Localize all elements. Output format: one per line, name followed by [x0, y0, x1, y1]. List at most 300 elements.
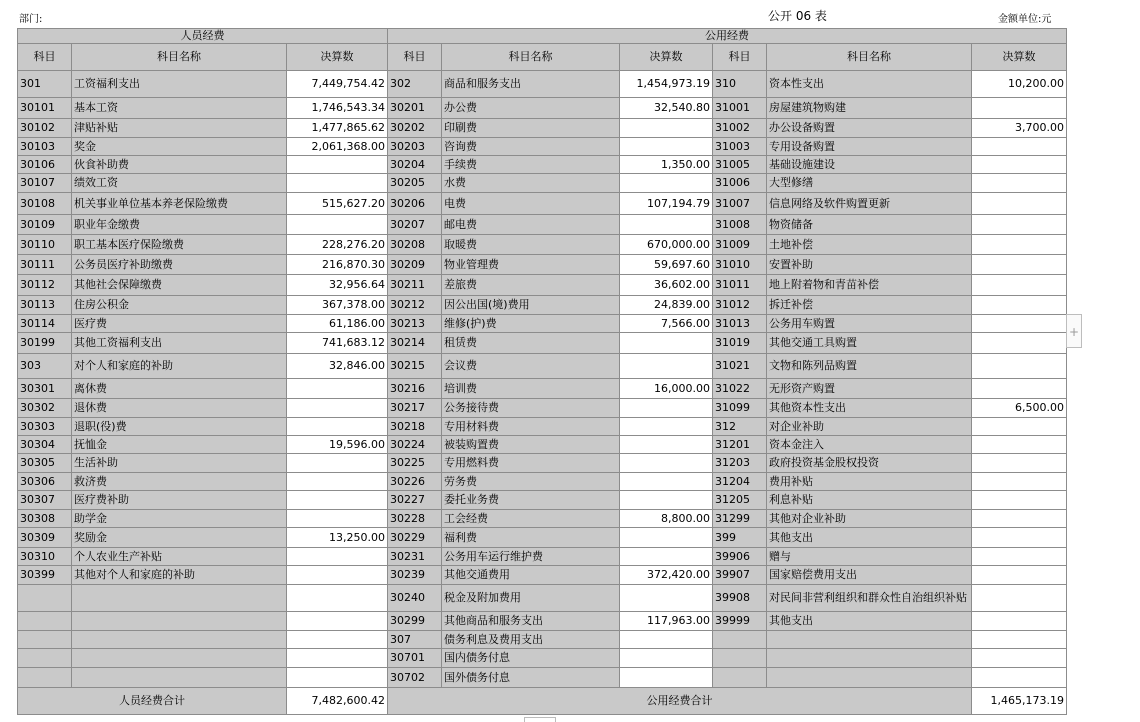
col-code-header: 科目: [18, 44, 72, 71]
subject-name: 培训费: [442, 379, 620, 399]
subject-name: 其他工资福利支出: [72, 333, 287, 354]
subject-code: 31011: [713, 275, 767, 296]
subject-code: 307: [388, 631, 442, 649]
subject-code: 30216: [388, 379, 442, 399]
final-amount: [972, 174, 1067, 193]
expand-icon[interactable]: +: [1066, 314, 1082, 348]
final-amount: [972, 98, 1067, 119]
subject-code: [18, 612, 72, 631]
subject-code: 30107: [18, 174, 72, 193]
section-personnel: 人员经费: [18, 29, 388, 44]
subject-code: 399: [713, 528, 767, 548]
table-row: [18, 193, 1067, 215]
final-amount: 670,000.00: [620, 235, 713, 255]
final-amount: [972, 215, 1067, 235]
subject-name: 税金及附加费用: [442, 585, 620, 612]
final-amount: [287, 473, 388, 491]
subject-code: 30103: [18, 138, 72, 156]
subject-name: 资本性支出: [767, 71, 972, 98]
subject-code: 31019: [713, 333, 767, 354]
subject-code: 30701: [388, 649, 442, 668]
final-amount: [972, 548, 1067, 566]
subject-name: 利息补贴: [767, 491, 972, 510]
table-row: [18, 436, 1067, 454]
final-amount: [620, 436, 713, 454]
subject-name: 费用补贴: [767, 473, 972, 491]
final-amount: 741,683.12: [287, 333, 388, 354]
subject-name: 退职(役)费: [72, 418, 287, 436]
subject-code: 31203: [713, 454, 767, 473]
subject-name: 机关事业单位基本养老保险缴费: [72, 193, 287, 215]
subject-name: 救济费: [72, 473, 287, 491]
subject-code: [18, 668, 72, 688]
table-row: [18, 215, 1067, 235]
subject-name: [72, 585, 287, 612]
subject-code: [18, 649, 72, 668]
final-amount: 13,250.00: [287, 528, 388, 548]
table-row: [18, 275, 1067, 296]
final-amount: [972, 333, 1067, 354]
final-amount: 2,061,368.00: [287, 138, 388, 156]
final-amount: 32,846.00: [287, 354, 388, 379]
subject-name: [72, 668, 287, 688]
table-row: [18, 174, 1067, 193]
final-amount: [972, 275, 1067, 296]
table-row: [18, 235, 1067, 255]
subject-code: 30217: [388, 399, 442, 418]
subject-name: 会议费: [442, 354, 620, 379]
subject-code: 30303: [18, 418, 72, 436]
subject-code: 30226: [388, 473, 442, 491]
table-row: [18, 399, 1067, 418]
subject-name: 对企业补助: [767, 418, 972, 436]
subject-code: 30239: [388, 566, 442, 585]
department-label: 部门:: [19, 14, 43, 25]
table-row: [18, 649, 1067, 668]
final-amount: [620, 491, 713, 510]
final-amount: 16,000.00: [620, 379, 713, 399]
table-row: [18, 296, 1067, 315]
subject-name: 被装购置费: [442, 436, 620, 454]
final-amount: 515,627.20: [287, 193, 388, 215]
subject-code: 31001: [713, 98, 767, 119]
subject-name: 专用材料费: [442, 418, 620, 436]
final-amount: [972, 510, 1067, 528]
final-amount: [972, 138, 1067, 156]
subject-name: 其他资本性支出: [767, 399, 972, 418]
final-amount: [620, 454, 713, 473]
final-amount: [287, 418, 388, 436]
final-amount: [287, 215, 388, 235]
final-amount: [972, 491, 1067, 510]
subject-name: 赠与: [767, 548, 972, 566]
subject-name: 土地补偿: [767, 235, 972, 255]
subject-code: 30305: [18, 454, 72, 473]
final-amount: 3,700.00: [972, 119, 1067, 138]
final-amount: 367,378.00: [287, 296, 388, 315]
subject-code: 30201: [388, 98, 442, 119]
subject-code: 31005: [713, 156, 767, 174]
subject-code: 30229: [388, 528, 442, 548]
subject-code: 30299: [388, 612, 442, 631]
final-amount: 117,963.00: [620, 612, 713, 631]
subject-name: 公务接待费: [442, 399, 620, 418]
final-amount: 1,350.00: [620, 156, 713, 174]
subject-code: 30111: [18, 255, 72, 275]
subject-code: 30101: [18, 98, 72, 119]
final-amount: [620, 649, 713, 668]
final-amount: [972, 354, 1067, 379]
final-amount: [620, 138, 713, 156]
section-public: 公用经费: [388, 29, 1067, 44]
subject-name: [767, 668, 972, 688]
subject-code: 31009: [713, 235, 767, 255]
subject-name: 对个人和家庭的补助: [72, 354, 287, 379]
final-amount: [620, 585, 713, 612]
subject-name: 公务员医疗补助缴费: [72, 255, 287, 275]
final-amount: 107,194.79: [620, 193, 713, 215]
subject-name: 租赁费: [442, 333, 620, 354]
final-amount: [620, 399, 713, 418]
subject-name: 其他支出: [767, 528, 972, 548]
col-code-header: 科目: [713, 44, 767, 71]
subject-code: 31010: [713, 255, 767, 275]
final-amount: [287, 612, 388, 631]
subject-code: 30199: [18, 333, 72, 354]
final-amount: [972, 454, 1067, 473]
final-amount: [287, 379, 388, 399]
final-amount: 1,477,865.62: [287, 119, 388, 138]
subject-name: 大型修缮: [767, 174, 972, 193]
subject-name: 取暖费: [442, 235, 620, 255]
subject-name: 工会经费: [442, 510, 620, 528]
final-amount: [972, 585, 1067, 612]
subject-name: 办公费: [442, 98, 620, 119]
subject-name: 绩效工资: [72, 174, 287, 193]
subject-code: 30309: [18, 528, 72, 548]
table-row: [18, 528, 1067, 548]
subject-code: 303: [18, 354, 72, 379]
subject-code: 31099: [713, 399, 767, 418]
subject-code: 31003: [713, 138, 767, 156]
subject-code: 30308: [18, 510, 72, 528]
subject-name: 助学金: [72, 510, 287, 528]
final-amount: [620, 174, 713, 193]
subject-code: 30109: [18, 215, 72, 235]
subject-name: 无形资产购置: [767, 379, 972, 399]
final-amount: [287, 585, 388, 612]
subject-code: 30399: [18, 566, 72, 585]
subject-code: 30114: [18, 315, 72, 333]
final-amount: 24,839.00: [620, 296, 713, 315]
subject-name: 国家赔偿费用支出: [767, 566, 972, 585]
final-amount: [972, 668, 1067, 688]
subject-name: 奖励金: [72, 528, 287, 548]
subject-name: 专用燃料费: [442, 454, 620, 473]
subject-name: 咨询费: [442, 138, 620, 156]
subject-code: 30102: [18, 119, 72, 138]
subject-code: 31006: [713, 174, 767, 193]
expenditure-table: [17, 28, 1067, 715]
table-row: [18, 71, 1067, 98]
subject-name: 退休费: [72, 399, 287, 418]
subject-code: 30202: [388, 119, 442, 138]
table-row: [18, 354, 1067, 379]
final-amount: [287, 510, 388, 528]
final-amount: [972, 436, 1067, 454]
subject-code: 30702: [388, 668, 442, 688]
subject-code: 30218: [388, 418, 442, 436]
subject-code: 30213: [388, 315, 442, 333]
subject-code: 31007: [713, 193, 767, 215]
final-amount: [972, 473, 1067, 491]
subject-name: 其他对企业补助: [767, 510, 972, 528]
subject-name: 电费: [442, 193, 620, 215]
scroll-tab[interactable]: [524, 717, 556, 722]
subject-name: 离休费: [72, 379, 287, 399]
report-title: 公开 06 表: [768, 9, 827, 23]
subject-code: [713, 649, 767, 668]
subject-code: 30207: [388, 215, 442, 235]
subject-code: 30301: [18, 379, 72, 399]
subject-code: 30224: [388, 436, 442, 454]
subject-name: 资本金注入: [767, 436, 972, 454]
final-amount: [972, 255, 1067, 275]
subject-code: [18, 585, 72, 612]
subject-name: [72, 612, 287, 631]
subject-name: 公务用车运行维护费: [442, 548, 620, 566]
final-amount: [287, 491, 388, 510]
table-row: [18, 138, 1067, 156]
subject-name: [767, 649, 972, 668]
subject-name: [72, 649, 287, 668]
final-amount: 59,697.60: [620, 255, 713, 275]
final-amount: [287, 668, 388, 688]
subject-code: 31299: [713, 510, 767, 528]
final-amount: [287, 649, 388, 668]
unit-label: 金额单位:元: [998, 14, 1052, 25]
final-amount: 372,420.00: [620, 566, 713, 585]
final-amount: 216,870.30: [287, 255, 388, 275]
final-amount: [972, 418, 1067, 436]
subject-code: 301: [18, 71, 72, 98]
subject-code: 30208: [388, 235, 442, 255]
subject-name: 医疗费补助: [72, 491, 287, 510]
final-amount: 228,276.20: [287, 235, 388, 255]
subject-name: 信息网络及软件购置更新: [767, 193, 972, 215]
col-name-header: 科目名称: [767, 44, 972, 71]
subject-code: [713, 668, 767, 688]
table-row: [18, 315, 1067, 333]
subject-name: 其他交通工具购置: [767, 333, 972, 354]
subject-code: 30106: [18, 156, 72, 174]
column-header-row: [18, 44, 1067, 71]
subject-name: 专用设备购置: [767, 138, 972, 156]
subject-name: 福利费: [442, 528, 620, 548]
final-amount: [620, 333, 713, 354]
subject-name: 其他支出: [767, 612, 972, 631]
table-row: [18, 333, 1067, 354]
final-amount: 32,540.80: [620, 98, 713, 119]
subject-code: 30231: [388, 548, 442, 566]
subject-name: 印刷费: [442, 119, 620, 138]
col-code-header: 科目: [388, 44, 442, 71]
final-amount: [287, 399, 388, 418]
subject-name: 国内债务付息: [442, 649, 620, 668]
final-amount: 7,566.00: [620, 315, 713, 333]
subject-code: 30214: [388, 333, 442, 354]
subject-code: 30205: [388, 174, 442, 193]
table-row: [18, 585, 1067, 612]
subject-code: 30110: [18, 235, 72, 255]
subject-name: 其他交通费用: [442, 566, 620, 585]
final-amount: [620, 354, 713, 379]
subject-code: [713, 631, 767, 649]
subject-name: 政府投资基金股权投资: [767, 454, 972, 473]
subject-code: 39908: [713, 585, 767, 612]
final-amount: [972, 379, 1067, 399]
final-amount: 61,186.00: [287, 315, 388, 333]
final-amount: [287, 454, 388, 473]
table-row: [18, 510, 1067, 528]
final-amount: [620, 528, 713, 548]
totals-row: [18, 688, 1067, 715]
subject-code: 39999: [713, 612, 767, 631]
final-amount: 32,956.64: [287, 275, 388, 296]
final-amount: [972, 566, 1067, 585]
subject-name: 物业管理费: [442, 255, 620, 275]
final-amount: [972, 193, 1067, 215]
subject-name: 文物和陈列品购置: [767, 354, 972, 379]
public-total-value: 1,465,173.19: [972, 688, 1067, 715]
col-amount-header: 决算数: [287, 44, 388, 71]
final-amount: 10,200.00: [972, 71, 1067, 98]
table-row: [18, 668, 1067, 688]
final-amount: [287, 631, 388, 649]
table-row: [18, 566, 1067, 585]
subject-code: 30307: [18, 491, 72, 510]
final-amount: 8,800.00: [620, 510, 713, 528]
table-row: [18, 418, 1067, 436]
subject-code: 31008: [713, 215, 767, 235]
subject-code: 312: [713, 418, 767, 436]
subject-code: 30306: [18, 473, 72, 491]
subject-code: 39907: [713, 566, 767, 585]
subject-name: 邮电费: [442, 215, 620, 235]
subject-code: 30206: [388, 193, 442, 215]
subject-code: 31201: [713, 436, 767, 454]
personnel-total-label: 人员经费合计: [18, 688, 287, 715]
table-row: [18, 612, 1067, 631]
final-amount: [972, 631, 1067, 649]
subject-name: 安置补助: [767, 255, 972, 275]
subject-name: 物资储备: [767, 215, 972, 235]
subject-code: 30211: [388, 275, 442, 296]
subject-name: 生活补助: [72, 454, 287, 473]
subject-name: 对民间非营利组织和群众性自治组织补贴: [767, 585, 972, 612]
subject-code: 31012: [713, 296, 767, 315]
subject-code: 30228: [388, 510, 442, 528]
final-amount: [620, 631, 713, 649]
table-row: [18, 119, 1067, 138]
subject-name: 抚恤金: [72, 436, 287, 454]
subject-name: 地上附着物和青苗补偿: [767, 275, 972, 296]
table-row: [18, 473, 1067, 491]
subject-name: 商品和服务支出: [442, 71, 620, 98]
table-row: [18, 156, 1067, 174]
subject-code: 31021: [713, 354, 767, 379]
subject-name: 其他对个人和家庭的补助: [72, 566, 287, 585]
subject-name: 手续费: [442, 156, 620, 174]
final-amount: 1,454,973.19: [620, 71, 713, 98]
table-row: [18, 631, 1067, 649]
subject-name: 拆迁补偿: [767, 296, 972, 315]
subject-name: 奖金: [72, 138, 287, 156]
final-amount: [972, 612, 1067, 631]
final-amount: [287, 156, 388, 174]
final-amount: 36,602.00: [620, 275, 713, 296]
section-header-row: [18, 29, 1067, 44]
subject-name: 基础设施建设: [767, 156, 972, 174]
subject-code: 30204: [388, 156, 442, 174]
subject-code: 30212: [388, 296, 442, 315]
subject-code: 30113: [18, 296, 72, 315]
col-name-header: 科目名称: [72, 44, 287, 71]
subject-code: 30209: [388, 255, 442, 275]
subject-name: 其他社会保障缴费: [72, 275, 287, 296]
subject-code: 30108: [18, 193, 72, 215]
subject-name: 公务用车购置: [767, 315, 972, 333]
table-row: [18, 379, 1067, 399]
subject-code: 30302: [18, 399, 72, 418]
subject-code: 30203: [388, 138, 442, 156]
subject-name: 水费: [442, 174, 620, 193]
final-amount: [620, 668, 713, 688]
final-amount: [972, 156, 1067, 174]
final-amount: 7,449,754.42: [287, 71, 388, 98]
final-amount: [620, 548, 713, 566]
final-amount: [620, 119, 713, 138]
personnel-total-value: 7,482,600.42: [287, 688, 388, 715]
subject-name: 因公出国(境)费用: [442, 296, 620, 315]
table-row: [18, 454, 1067, 473]
final-amount: [287, 174, 388, 193]
final-amount: [972, 528, 1067, 548]
subject-name: 伙食补助费: [72, 156, 287, 174]
subject-name: 委托业务费: [442, 491, 620, 510]
col-amount-header: 决算数: [620, 44, 713, 71]
subject-code: [18, 631, 72, 649]
subject-name: 医疗费: [72, 315, 287, 333]
final-amount: [972, 315, 1067, 333]
subject-code: 30215: [388, 354, 442, 379]
col-amount-header: 决算数: [972, 44, 1067, 71]
table-row: [18, 491, 1067, 510]
subject-code: 31204: [713, 473, 767, 491]
subject-code: 310: [713, 71, 767, 98]
final-amount: 1,746,543.34: [287, 98, 388, 119]
subject-code: 302: [388, 71, 442, 98]
subject-code: 39906: [713, 548, 767, 566]
subject-name: 津贴补贴: [72, 119, 287, 138]
col-name-header: 科目名称: [442, 44, 620, 71]
subject-name: 劳务费: [442, 473, 620, 491]
final-amount: [620, 473, 713, 491]
final-amount: 6,500.00: [972, 399, 1067, 418]
subject-name: 工资福利支出: [72, 71, 287, 98]
final-amount: 19,596.00: [287, 436, 388, 454]
subject-name: 职业年金缴费: [72, 215, 287, 235]
